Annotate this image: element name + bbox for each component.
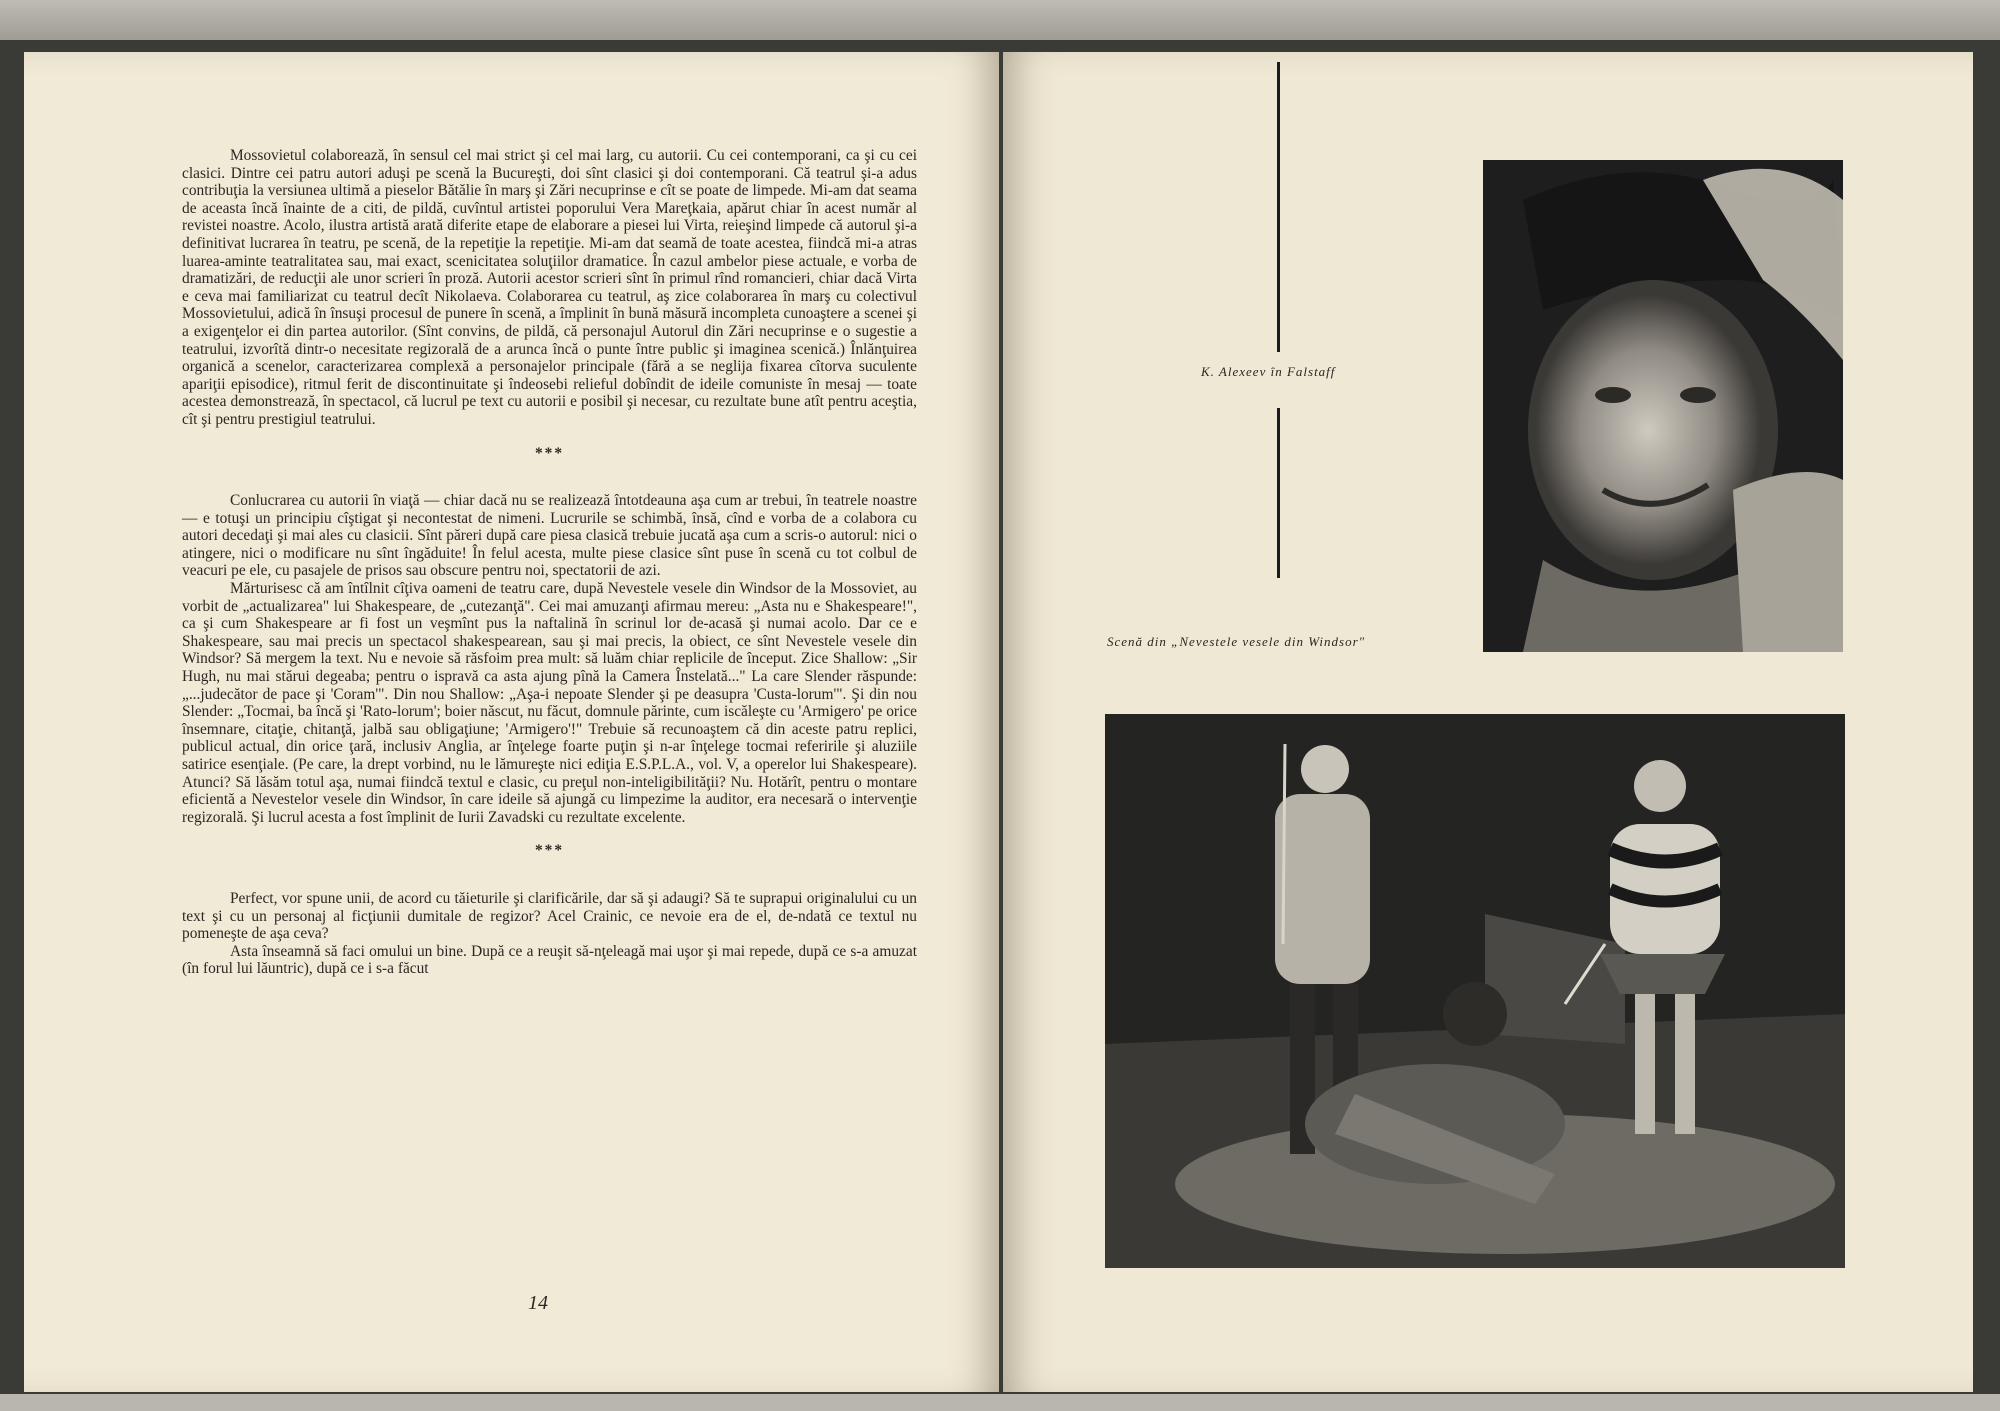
paragraph: Perfect, vor spune unii, de acord cu tăieturile şi clarificările, dar să şi adaugi? Să te suprapui originalului cu un text şi cu un personaj al ficţiunii dumitale de regizor? Acel Crainic, ce nevoie era de el, de-ndată ce textul nu pomeneşte de aşa ceva? — [182, 889, 917, 943]
vertical-rule — [1277, 62, 1280, 352]
desk-background-top — [0, 0, 2000, 40]
stage-scene-photo — [1105, 714, 1845, 1268]
caption-scene: Scenă din „Nevestele vesele din Windsor" — [1107, 634, 1366, 649]
paragraph: Asta înseamnă să faci omului un bine. După ce a reuşit să-nţeleagă mai uşor şi mai repede, după ce s-a amuzat (în forul lui lăuntric), după ce i s-a făcut — [182, 942, 917, 978]
paragraph: Conlucrarea cu autorii în viaţă — chiar dacă nu se realizează întotdeauna aşa cum ar trebui, în teatrele noastre — e totuşi un principiu cîştigat şi necontestat de nimeni. Lucrurile se schimbă, însă, cînd e vorba de a colabora cu autori decedaţi şi mai ales cu clasicii. Sînt păreri după care piesa clasică trebuie jucată aşa cum a scris-o autorul: nici o atingere, nici o modificare nu sînt îngăduite! În felul acesta, multe piese clasice sînt puse în scenă cu tot colbul de veacuri pe ele, cu pasajele de prisos sau obscure pentru noi, spectatorii de azi. — [182, 492, 917, 580]
article-text — [182, 147, 917, 978]
paragraph: Mossovietul colaborează, în sensul cel mai strict şi cel mai larg, cu autorii. Cu cei contemporani, ca şi cu cei clasici. Dintre cei patru autori aduşi pe scenă la Bucureşti, doi sînt clasici şi doi contemporani. Că teatrul şi-a adus contribuţia la versiunea ultimă a pieselor Bătălie în marş şi Zări necuprinse e cît se poate de limpede. Mi-am dat seama de aceasta încă înainte de a citi, de pildă, cuvîntul artistei poporului Vera Mareţkaia, apărut chiar în acest număr al revistei noastre. Acolo, ilustra artistă arată diferite etape de elaborare a piesei lui Virta, reieşind limpede că autorul şi-a definitivat lucrarea în teatru, pe scenă, de la repetiţie la repetiţie. Mi-am dat seamă de toate acestea, fiindcă mi-a atras luarea-aminte teatralitatea sau, mai exact, scenicitatea soluţiilor dramatice. În cazul ambelor piese actuale, e vorba de dramatizări, de reducţii ale unor scrieri în proză. Autorii acestor scrieri sînt în primul rînd romancieri, chiar dacă Virta e ceva mai familiarizat cu teatrul decît Nikolaeva. Colaborarea cu teatrul, aş zice colaborarea în marş cu colectivul Mossovietului, adică în însuşi procesul de punere în scenă, a împlinit în bună măsură incompleta cunoaştere a scenei şi a exigenţelor ei din partea autorilor. (Sînt convins, de pildă, că personajul Autorul din Zări necuprinse e o sugestie a teatrului, izvorîtă dintr-o necesitate regizorală de a arunca încă o punte între public şi imaginea scenică.) Înlănţuirea organică a scenelor, caracterizarea complexă a personajelor principale (fără a se neglija fixarea cîtorva suculente apariţii episodice), ritmul ferit de discontinuitate şi îndeosebi relieful dobîndit de ideile comuniste în mesaj — toate acestea demonstrează, în spectacol, că lucrul pe text cu autorii e posibil şi necesar, cu rezultate bune atît pentru aceştia, cît şi pentru prestigiul teatrului. — [182, 147, 917, 428]
page-number: 14 — [528, 1292, 548, 1314]
right-page — [1003, 52, 1973, 1392]
section-separator: *** — [534, 842, 565, 860]
left-page — [24, 52, 999, 1392]
vertical-rule — [1277, 408, 1280, 578]
caption-portrait: K. Alexeev în Falstaff — [1201, 364, 1336, 379]
portrait-photo — [1483, 160, 1843, 652]
desk-background-bottom — [0, 1394, 2000, 1411]
book-spread — [0, 40, 2000, 1411]
section-separator: *** — [534, 444, 565, 462]
stage-scene-image — [1105, 714, 1845, 1268]
falstaff-portrait-image — [1483, 160, 1843, 652]
paragraph: Mărturisesc că am întîlnit cîţiva oameni de teatru care, după Nevestele vesele din Windsor de la Mossoviet, au vorbit de „actualizarea" lui Shakespeare, de „cutezanţă". Cei mai amuzanţi afirmau mereu: „Asta nu e Shakespeare!", ca şi cum Shakespeare ar fi fost un veşmînt pus la naftalină în scrinul lor de-acasă şi numai acolo. Dar ce e Shakespeare, sau mai precis un spectacol shakespearean, sau şi mai precis, la obiect, ce sînt Nevestele vesele din Windsor? Să mergem la text. Nu e nevoie să răsfoim prea mult: să luăm chiar replicile de început. Zice Shallow: „Sir Hugh, nu mai stărui degeaba; pentru o ispravă ca asta ajung pînă la Camera Înstelată..." La care Slender răspunde: „...judecător de pace şi 'Coram'". Din nou Shallow: „Aşa-i nepoate Slender şi pe deasupra 'Custa-lorum'". Şi din nou Slender: „Tocmai, ba încă şi 'Rato-lorum'; boier născut, nu făcut, domnule părinte, cum iscăleşte cu 'Armigero' pe orice însemnare, citaţie, chitanţă, jalbă sau obligaţiune; 'Armigero'!" Trebuie să recunoaştem că din aceste patru replici, publicul actual, din orice ţară, inclusiv Anglia, ar înţelege foarte puţin şi n-ar înţelege tocmai referirile şi aluziile satirice esenţiale. (Pe care, la drept vorbind, nu le lămureşte nici ediţia E.S.P.L.A., vol. V, a operelor lui Shakespeare). Atunci? Să lăsăm totul aşa, numai fiindcă textul e clasic, cu preţul non-inteligibilităţii? Nu. Hotărît, pentru o montare eficientă a Nevestelor vesele din Windsor, în care ideile să ajungă cu limpezime la auditor, era necesară o intervenţie regizorală. Şi lucrul acesta a fost împlinit de Iurii Zavadski cu rezultate excelente. — [182, 580, 917, 826]
